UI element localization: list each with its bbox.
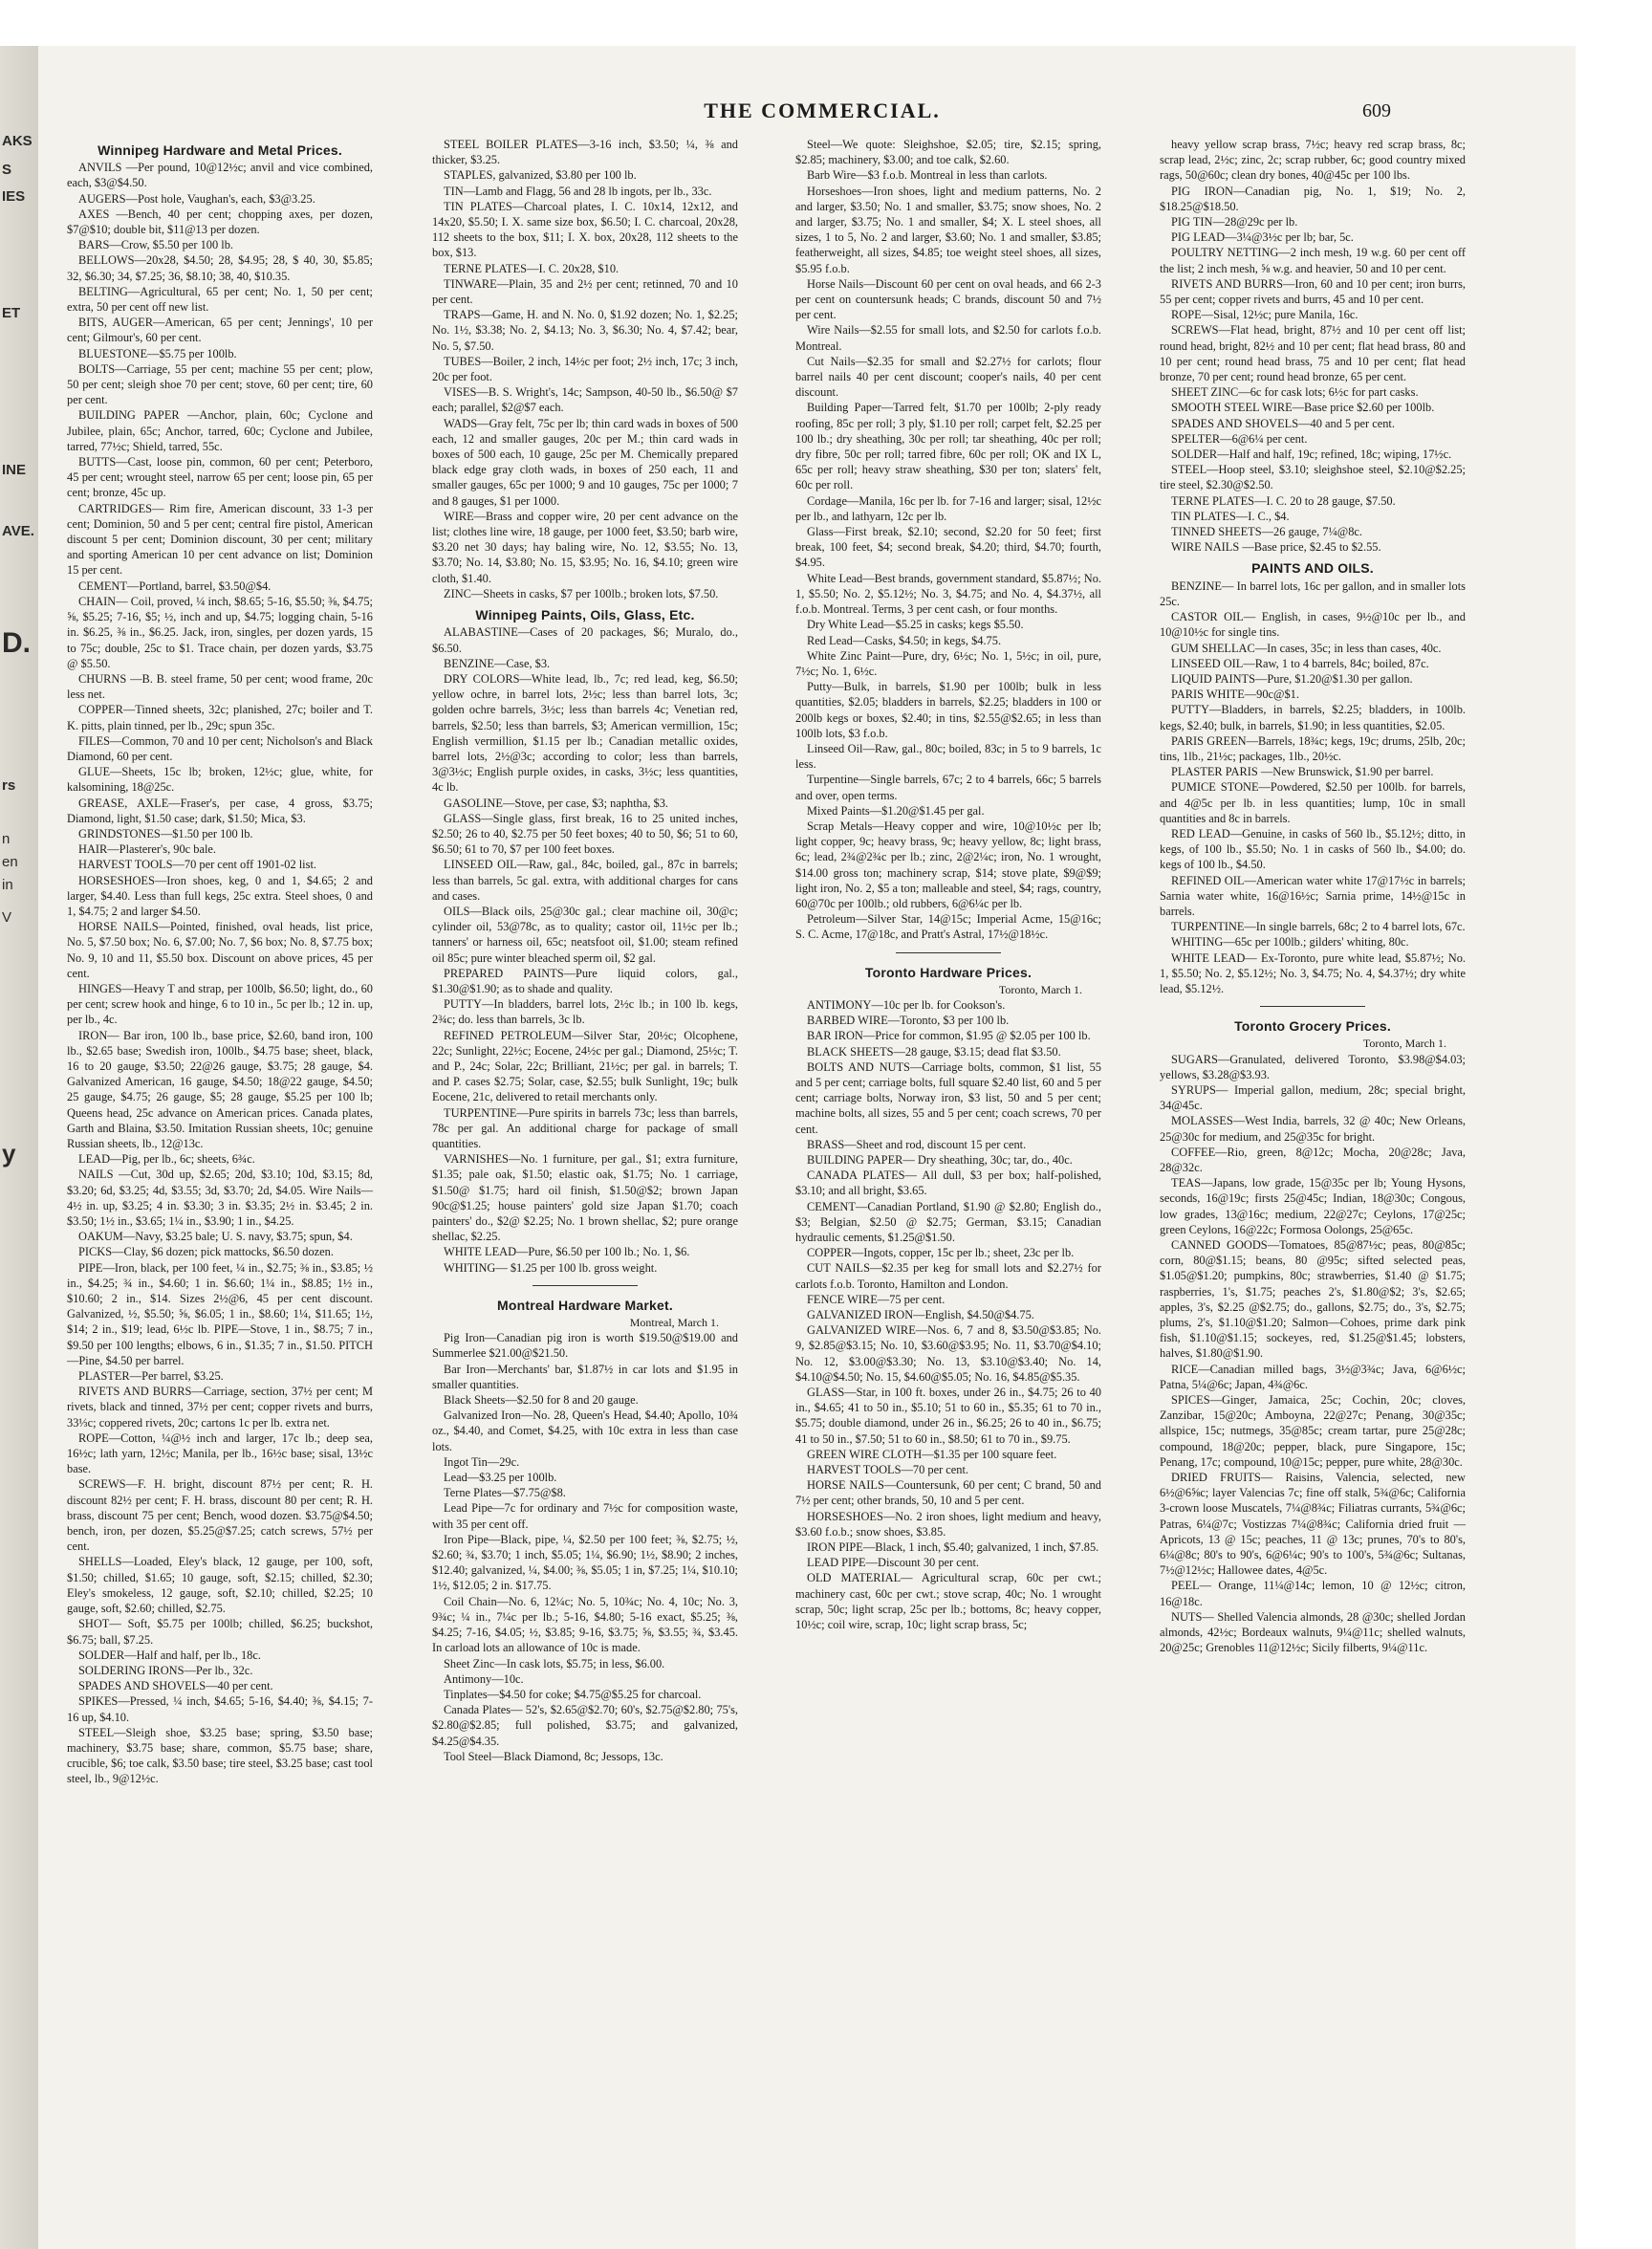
price-entry: SHOT— Soft, $5.75 per 100lb; chilled, $6.25; buckshot, $6.75; ball, $7.25. xyxy=(67,1617,373,1647)
section-heading: Toronto Grocery Prices. xyxy=(1234,1018,1391,1035)
price-entry: Scrap Metals—Heavy copper and wire, 10@10½c per lb; light copper, 9c; heavy brass, 9c; heavy yellow, 8c; light brass, 6c; lead, 2¾@2¾c per lb.; zinc, 2@2¼c; iron, No. 1 wrought, $14.00 gross ton; machinery scrap, $14; stove plate, $9@$9; light iron, No. 2, $5 a ton; malleable and steel, $4; rags, country, 60@70c per 100lb.; old rubbers, 6@6¼c per lb. xyxy=(795,819,1101,910)
price-entry: TEAS—Japans, low grade, 15@35c per lb; Young Hysons, seconds, 16@19c; firsts 25@45c; Indian, 18@30c; Congous, low grades, 13@16c; medium, 22@27c; Ceylons, 17@25c; green Ceylons, 16@22c; Formosa Oolongs, 25@65c. xyxy=(1160,1176,1466,1236)
price-column-1 xyxy=(67,137,373,2221)
margin-fragment: y xyxy=(2,1139,16,1168)
price-entry: LEAD PIPE—Discount 30 per cent. xyxy=(807,1556,979,1570)
price-entry: Pig Iron—Canadian pig iron is worth $19.50@$19.00 and Summerlee $21.00@$21.50. xyxy=(432,1331,738,1361)
price-entry: SPIKES—Pressed, ¼ inch, $4.65; 5-16, $4.40; ⅜, $4.15; 7-16 up, $4.10. xyxy=(67,1694,373,1724)
price-entry: Tinplates—$4.50 for coke; $4.75@$5.25 for charcoal. xyxy=(444,1687,702,1701)
price-entry: CARTRIDGES— Rim fire, American discount, 33 1-3 per cent; Dominion, 50 and 5 per cent; central fire pistol, American discount 5 per cent; Dominion discount, 30 per cent; military and sporting American 10 per cent advance on list; Dominion 15 per cent. xyxy=(67,501,373,578)
price-entry: VISES—B. S. Wright's, 14c; Sampson, 40-50 lb., $6.50@ $7 each; parallel, $2@$7 each. xyxy=(432,385,738,415)
price-entry: OLD MATERIAL— Agricultural scrap, 60c per cwt.; machinery cast, 60c per cwt.; stove scrap, 40c; No. 1 wrought scrap, 50c; light scrap, 25c per lb.; bottoms, 8c; heavy copper, 10½c; coil wire, scrap, 10c; light scrap brass, 5c; xyxy=(795,1571,1101,1632)
price-entry: SMOOTH STEEL WIRE—Base price $2.60 per 100lb. xyxy=(1171,401,1435,415)
price-entry: DRY COLORS—White lead, lb., 7c; red lead, keg, $6.50; yellow ochre, in barrel lots, 2½c; less than barrel lots, 3c; golden ochre barrels, 3½c; less than barrels 4c; Venetian red, barrels, $2.50; less than barrels, $3; American vermillion, 15c; English vermillion, $1.15 per lb.; Canadian metallic oxides, barrel lots, 2½@3c; according to color; less than barrels, 3@3½c; English purple oxides, in casks, 3½c; less quantities, 4c lb. xyxy=(432,671,738,795)
price-entry: Horse Nails—Discount 60 per cent on oval heads, and 66 2-3 per cent on countersunk heads; C brands, discount 50 and 7½ per cent. xyxy=(795,276,1101,322)
price-entry: SPADES AND SHOVELS—40 per cent. xyxy=(78,1679,273,1693)
price-entry: WHITING— $1.25 per 100 lb. gross weight. xyxy=(444,1260,658,1275)
price-entry: PUTTY—In bladders, barrel lots, 2½c lb.; in 100 lb. kegs, 2¾c; do. less than barrels, 3c lb. xyxy=(432,997,738,1027)
price-entry: PUMICE STONE—Powdered, $2.50 per 100lb. for barrels, and 4@5c per lb. in less quantities; lump, 10c in small quantities and 8c in barrels. xyxy=(1160,780,1466,825)
price-entry: BLACK SHEETS—28 gauge, $3.15; dead flat $3.50. xyxy=(807,1044,1061,1059)
price-entry: BELLOWS—20x28, $4.50; 28, $4.95; 28, $ 40, 30, $5.85; 32, $6.30; 34, $7.25; 36, $8.10; 38, 40, $10.35. xyxy=(67,253,373,283)
price-entry: WHITE LEAD— Ex-Toronto, pure white lead, $5.87½; No. 1, $5.50; No. 2, $5.12½; No. 3, $4.75; No. 4, $4.37½; dry white lead, $5.12½. xyxy=(1160,950,1466,995)
margin-fragment: AVE. xyxy=(2,523,34,539)
price-entry: Petroleum—Silver Star, 14@15c; Imperial Acme, 15@16c; S. C. Acme, 17@18c, and Pratt's Astral, 17½@18½c. xyxy=(795,912,1101,942)
price-entry: SCREWS—F. H. bright, discount 87½ per cent; R. H. discount 82½ per cent; F. H. brass, discount 80 per cent; R. H. brass, discount 75 per cent; Bench, wood dozen. $3.75@$4.50; bench, iron, per dozen, $5.25@$7.25; catch screws, 57½ per cent. xyxy=(67,1477,373,1554)
section-heading: PAINTS AND OILS. xyxy=(1251,560,1374,577)
price-entry: BRASS—Sheet and rod, discount 15 per cent. xyxy=(807,1137,1027,1151)
price-entry: HARVEST TOOLS—70 per cent. xyxy=(807,1463,969,1477)
price-entry: LIQUID PAINTS—Pure, $1.20@$1.30 per gallon. xyxy=(1171,671,1413,686)
price-entry: CEMENT—Portland, barrel, $3.50@$4. xyxy=(78,579,272,593)
section-heading: Winnipeg Hardware and Metal Prices. xyxy=(98,142,342,158)
price-entry: WIRE NAILS —Base price, $2.45 to $2.55. xyxy=(1171,540,1381,555)
price-entry: FENCE WIRE—75 per cent. xyxy=(807,1292,946,1306)
price-entry: Sheet Zinc—In cask lots, $5.75; in less, $6.00. xyxy=(444,1656,665,1670)
price-entry: TURPENTINE—Pure spirits in barrels 73c; less than barrels, 78c per gal. An additional charge for package of small quantities. xyxy=(432,1105,738,1150)
section-heading: Winnipeg Paints, Oils, Glass, Etc. xyxy=(475,607,695,623)
section-divider xyxy=(896,952,1001,953)
price-entry: SPELTER—6@6¼ per cent. xyxy=(1171,431,1308,446)
price-entry: PIPE—Iron, black, per 100 feet, ¼ in., $2.75; ⅜ in., $3.85; ½ in., $4.25; ¾ in., $4.60; 1 in. $6.60; 1¼ in., $8.85; 1½ in., $10.60; 2 in., $14. Sizes 2½@6, 45 per cent discount. Galvanized, ½, $5.50; ⅝, $6.05; 1 in., $8.60; 1¼, $11.65; 1½, $14; 2 in., $19; lead, 6½c lb. PIPE—Stove, 1 in., $8.75; 7 in., $9.50 per 100 lengths; elbows, 6 in., $1.35; 7 in., $1.50. PITCH—Pine, $4.50 per barrel. xyxy=(67,1260,373,1367)
price-entry: WHITE LEAD—Pure, $6.50 per 100 lb.; No. 1, $6. xyxy=(444,1245,690,1259)
price-entry: FILES—Common, 70 and 10 per cent; Nicholson's and Black Diamond, 60 per cent. xyxy=(67,733,373,763)
price-entry: Cut Nails—$2.35 for small and $2.27½ for carlots; flour barrel nails 40 per cent discount; cooper's nails, 40 per cent discount. xyxy=(795,354,1101,400)
price-entry: Glass—First break, $2.10; second, $2.20 for 50 feet; first break, 100 feet, $4; second break, $4.20; third, $4.70; fourth, $4.95. xyxy=(795,525,1101,570)
price-entry: SPADES AND SHOVELS—40 and 5 per cent. xyxy=(1171,416,1395,430)
newspaper-page xyxy=(38,46,1576,2249)
price-entry: BARBED WIRE—Toronto, $3 per 100 lb. xyxy=(807,1014,1010,1028)
price-entry: PIG LEAD—3¼@3½c per lb; bar, 5c. xyxy=(1171,230,1354,245)
price-entry: SUGARS—Granulated, delivered Toronto, $3.98@$4.03; yellows, $3.28@$3.93. xyxy=(1160,1052,1466,1081)
price-entry: RICE—Canadian milled bags, 3½@3¾c; Java, 6@6½c; Patna, 5¼@6c; Japan, 4¾@6c. xyxy=(1160,1362,1466,1391)
price-entry: BUTTS—Cast, loose pin, common, 60 per cent; Peterboro, 45 per cent; wrought steel, narrow 65 per cent; loose pin, 65 per cent; bronze, 45c up. xyxy=(67,455,373,500)
price-entry: BUILDING PAPER— Dry sheathing, 30c; tar, do., 40c. xyxy=(807,1153,1073,1167)
price-entry: BUILDING PAPER —Anchor, plain, 60c; Cyclone and Jubilee, plain, 65c; Anchor, tarred, 60c; Cyclone and Jubilee, tarred, 77½c; Shield, tarred, 55c. xyxy=(67,408,373,453)
price-entry: ROPE—Sisal, 12½c; pure Manila, 16c. xyxy=(1171,308,1359,322)
price-entry: Building Paper—Tarred felt, $1.70 per 100lb; 2-ply ready roofing, 85c per roll; 3 ply, $1.10 per roll; carpet felt, $2.25 per 100 lb.; dry sheathing, 30c per roll; tar sheathing, 40c per roll; dry fibre, 50c per roll; tarred fibre, 60c per roll; OK and IX L, 65c per roll; heavy straw sheathing, $30 per ton; slaters' felt, 60c per roll. xyxy=(795,401,1101,492)
price-entry: TIN—Lamb and Flagg, 56 and 28 lb ingots, per lb., 33c. xyxy=(444,184,712,198)
price-entry: TURPENTINE—In single barrels, 68c; 2 to 4 barrel lots, 67c. xyxy=(1171,920,1466,934)
price-entry: SOLDER—Half and half, 19c; refined, 18c; wiping, 17½c. xyxy=(1171,448,1452,462)
price-entry: Antimony—10c. xyxy=(444,1671,524,1686)
running-head: THE COMMERCIAL. xyxy=(704,98,941,122)
price-entry: Canada Plates— 52's, $2.65@$2.70; 60's, $2.75@$2.80; 75's, $2.80@$2.85; full polished, $3.75; and galvanized, $4.25@$4.35. xyxy=(432,1703,738,1748)
price-entry: PARIS WHITE—90c@$1. xyxy=(1171,688,1299,702)
price-entry: GUM SHELLAC—In cases, 35c; in less than cases, 40c. xyxy=(1171,641,1442,655)
price-entry: BAR IRON—Price for common, $1.95 @ $2.05 per 100 lb. xyxy=(807,1029,1091,1043)
margin-fragment: IES xyxy=(2,188,26,205)
page-binding-strip xyxy=(0,46,40,2249)
margin-fragment: rs xyxy=(2,777,16,794)
page-number: 609 xyxy=(1362,100,1391,121)
price-entry: SCREWS—Flat head, bright, 87½ and 10 per cent off list; round head, bright, 82½ and 10 per cent; flat head brass, 80 and 10 per cent; round head brass, 75 and 10 per cent; flat head bronze, 70 per cent; round head bronze, 65 per cent. xyxy=(1160,323,1466,384)
price-entry: Cordage—Manila, 16c per lb. for 7-16 and larger; sisal, 12½c per lb., and lathyarn, 12c per lb. xyxy=(795,493,1101,523)
price-entry: PUTTY—Bladders, in barrels, $2.25; bladders, in 100lb. kegs, $2.40; bulk, in barrels, $1.90; in less quantities, $2.05. xyxy=(1160,703,1466,732)
price-entry: Barb Wire—$3 f.o.b. Montreal in less than carlots. xyxy=(807,168,1048,183)
price-entry: TERNE PLATES—I. C. 20x28, $10. xyxy=(444,261,620,275)
price-entry: ANVILS —Per pound, 10@12½c; anvil and vice combined, each, $3@$4.50. xyxy=(67,161,373,190)
price-entry: CHURNS —B. B. steel frame, 50 per cent; wood frame, 20c less net. xyxy=(67,671,373,702)
price-entry: AUGERS—Post hole, Vaughan's, each, $3@3.25. xyxy=(78,191,315,206)
price-entry: REFINED PETROLEUM—Silver Star, 20½c; Olcophene, 22c; Sunlight, 22½c; Eocene, 24½c per gal.; Diamond, 25½c; T. and P., 24c; Solar, 22c; Brilliant, 21½c; per gal. in barrels; T. and P. cases $2.75; Solar, case, $2.55; bulk Sunlight, 19c; bulk Eocene, 21c, delivered to retail merchants only. xyxy=(432,1028,738,1104)
price-entry: Red Lead—Casks, $4.50; in kegs, $4.75. xyxy=(807,633,1002,647)
price-column-3 xyxy=(795,137,1101,2221)
price-entry: LINSEED OIL—Raw, 1 to 4 barrels, 84c; boiled, 87c. xyxy=(1171,656,1429,670)
price-entry: OAKUM—Navy, $3.25 bale; U. S. navy, $3.75; spun, $4. xyxy=(78,1230,353,1244)
price-entry: PARIS GREEN—Barrels, 18¾c; kegs, 19c; drums, 25lb, 20c; tins, 1lb., 21½c; packages, 1lb., 20½c. xyxy=(1160,733,1466,763)
price-entry: LINSEED OIL—Raw, gal., 84c, boiled, gal., 87c in barrels; less than barrels, 5c gal. extra, with additional charges for cans and cases. xyxy=(432,858,738,903)
price-entry: GLASS—Star, in 100 ft. boxes, under 26 in., $4.75; 26 to 40 in., $4.65; 41 to 50 in., $5.10; 51 to 60 in., $5.35; 61 to 70 in., $5.75; double diamond, under 26 in., $6.25; 26 to 40 in., $6.75; 41 to 50 in., $7.50; 51 to 60 in., $8.50; 61 to 70 in., $9.75. xyxy=(795,1386,1101,1446)
price-entry: SOLDERING IRONS—Per lb., 32c. xyxy=(78,1663,253,1677)
price-entry: ANTIMONY—10c per lb. for Cookson's. xyxy=(807,997,1006,1012)
price-entry: TINWARE—Plain, 35 and 2½ per cent; retinned, 70 and 10 per cent. xyxy=(432,276,738,307)
price-entry: GREASE, AXLE—Fraser's, per case, 4 gross, $3.75; Diamond, light, $1.50 case; dark, $1.50; Mica, $3. xyxy=(67,796,373,825)
price-entry: STAPLES, galvanized, $3.80 per 100 lb. xyxy=(444,168,637,183)
price-entry: CANADA PLATES— All dull, $3 per box; half-polished, $3.10; and all bright, $3.65. xyxy=(795,1168,1101,1198)
price-entry: Putty—Bulk, in barrels, $1.90 per 100lb; bulk in less quantities, $2.05; bladders in barrels, $2.25; bladders in 100 or 200lb kegs or boxes, $2.40; in tins, $2.55@$2.65; in less than 100lb lots, $3 f.o.b. xyxy=(795,680,1101,740)
price-entry: BLUESTONE—$5.75 per 100lb. xyxy=(78,346,237,360)
price-entry: White Zinc Paint—Pure, dry, 6½c; No. 1, 5½c; in oil, pure, 7½c; No. 1, 6½c. xyxy=(795,648,1101,678)
margin-fragment: INE xyxy=(2,462,27,478)
price-entry: Ingot Tin—29c. xyxy=(444,1454,520,1469)
price-entry: SHELLS—Loaded, Eley's black, 12 gauge, per 100, soft, $1.50; chilled, $1.65; 10 gauge, soft, $2.15; chilled, $2.30; Eley's smokeless, 12 gauge, soft, $2.10; chilled, $2.25; 10 gauge, soft, $2.60; chilled, $2.75. xyxy=(67,1555,373,1616)
price-entry: Steel—We quote: Sleighshoe, $2.05; tire, $2.15; spring, $2.85; machinery, $3.00; and toe calk, $2.60. xyxy=(795,138,1101,167)
price-entry: TERNE PLATES—I. C. 20 to 28 gauge, $7.50. xyxy=(1171,493,1396,508)
price-entry: LEAD—Pig, per lb., 6c; sheets, 6¾c. xyxy=(78,1152,255,1167)
price-entry: TUBES—Boiler, 2 inch, 14½c per foot; 2½ inch, 17c; 3 inch, 20c per foot. xyxy=(432,354,738,384)
price-entry: Mixed Paints—$1.20@$1.45 per gal. xyxy=(807,803,985,818)
price-entry: CASTOR OIL— English, in cases, 9½@10c per lb., and 10@10½c for single tins. xyxy=(1160,610,1466,640)
price-entry: TRAPS—Game, H. and N. No. 0, $1.92 dozen; No. 1, $2.25; No. 1½, $3.38; No. 2, $4.13; No. 3, $6.30; No. 4, $7.42; bear, No. 5, $7.50. xyxy=(432,308,738,353)
price-entry: TIN PLATES—Charcoal plates, I. C. 10x14, 12x12, and 14x20, $5.50; I. X. same size box, $6.50; I. C. charcoal, 20x28, 112 sheets to the box, $11; I. X. box, 20x28, 112 sheets to the box, $13. xyxy=(432,199,738,260)
price-entry: White Lead—Best brands, government standard, $5.87½; No. 1, $5.50; No. 2, $5.12½; No. 3, $4.75; and No. 4, $4.37½, all f.o.b. Montreal. Terms, 3 per cent cash, or four months. xyxy=(795,571,1101,617)
price-entry: HORSE NAILS—Pointed, finished, oval heads, list price, No. 5, $7.50 box; No. 6, $7.00; No. 7, $6 box; No. 8, $7.75 box; No. 9, 10 and 11, $5.50 box. Discount on above prices, 45 per cent. xyxy=(67,920,373,980)
price-entry: HORSESHOES—No. 2 iron shoes, light medium and heavy, $3.60 f.o.b.; snow shoes, $3.85. xyxy=(795,1509,1101,1539)
price-entry: SPICES—Ginger, Jamaica, 25c; Cochin, 20c; cloves, Zanzibar, 15@20c; Amboyna, 22@27c; Penang, 30@35c; allspice, 15c; nutmegs, 35@85c; cream tartar, pure 25@28c; compound, 18@20c; pepper, black, pure Singapore, 15c; Penang, 17c; compound, 10@15c; pepper, pure white, 28@30c. xyxy=(1160,1393,1466,1469)
price-entry: HAIR—Plasterer's, 90c bale. xyxy=(78,842,216,857)
margin-fragment: en xyxy=(2,854,18,870)
margin-fragment: n xyxy=(2,831,11,847)
price-entry: Terne Plates—$7.75@$8. xyxy=(444,1486,566,1500)
price-entry: ALABASTINE—Cases of 20 packages, $6; Muralo, do., $6.50. xyxy=(432,625,738,655)
price-entry: CEMENT—Canadian Portland, $1.90 @ $2.80; English do., $3; Belgian, $2.50 @ $2.75; German, $3.15; Canadian hydraulic cements, $1.25@$1.50. xyxy=(795,1199,1101,1245)
price-entry: GRINDSTONES—$1.50 per 100 lb. xyxy=(78,826,253,841)
price-entry: ZINC—Sheets in casks, $7 per 100lb.; broken lots, $7.50. xyxy=(444,586,719,600)
price-entry: SOLDER—Half and half, per lb., 18c. xyxy=(78,1648,261,1662)
price-entry: NAILS —Cut, 30d up, $2.65; 20d, $3.10; 10d, $3.15; 8d, $3.20; 6d, $3.25; 4d, $3.55; 3d, $3.70; 2d, $4.05. Wire Nails—4½ in. up, $3.25; 4 in. $3.30; 3 in. $3.35; 2½ in. $3.45; 2 in. $3.50; 1½ in., $3.65; 1¼ in., $3.90; 1 in., $4.25. xyxy=(67,1168,373,1229)
price-entry: Wire Nails—$2.55 for small lots, and $2.50 for carlots f.o.b. Montreal. xyxy=(795,323,1101,353)
price-entry: Iron Pipe—Black, pipe, ¼, $2.50 per 100 feet; ⅜, $2.75; ½, $2.60; ¾, $3.70; 1 inch, $5.05; 1¼, $6.90; 1½, $8.90; 2 inches, $12.40; galvanized, ¼, $4.00; ⅜, $5.05; 1 in, $7.25; 1¼, $10.10; 1½, $12.05; 2 in. $17.75. xyxy=(432,1532,738,1593)
price-entry: HINGES—Heavy T and strap, per 100lb, $6.50; light, do., 60 per cent; screw hook and hinge, 6 to 10 in., 5c per lb.; 12 in. up, per lb., 4c. xyxy=(67,981,373,1027)
price-entry: PIG IRON—Canadian pig, No. 1, $19; No. 2, $18.25@$18.50. xyxy=(1160,184,1466,213)
margin-fragment: in xyxy=(2,877,13,893)
price-entry: STEEL—Hoop steel, $3.10; sleighshoe steel, $2.10@$2.25; tire steel, $2.30@$2.50. xyxy=(1160,463,1466,492)
price-entry: OILS—Black oils, 25@30c gal.; clear machine oil, 30@c; cylinder oil, 53@78c, as to quality; castor oil, 11½c per lb.; tanners' or harness oil, 65c; neatsfoot oil, $1.00; steam refined oil 85c; pure winter bleached sperm oil, $2 gal. xyxy=(432,904,738,965)
price-entry: CHAIN— Coil, proved, ¼ inch, $8.65; 5-16, $5.50; ⅜, $4.75; ⅝, $5.25; 7-16, $5; ½, inch and up, $4.75; logging chain, 5-16 in. $6.25, ⅜ in., $6.25. Jack, iron, singles, per dozen yards, 15 to 75c; double, 25c to $1. Trace chain, per dozen yards, $3.75 @ $5.50. xyxy=(67,594,373,670)
price-entry: GLASS—Single glass, first break, 16 to 25 united inches, $2.50; 26 to 40, $2.75 per 50 feet boxes; 40 to 50, $6; 51 to 60, $6.50; 61 to 70, $7 per 100 feet boxes. xyxy=(432,811,738,857)
price-entry: IRON— Bar iron, 100 lb., base price, $2.60, band iron, 100 lb., $2.65 base; Swedish iron, 100lb., $4.75 base; sheet, black, 16 to 20 gauge, $3.50; 22@26 gauge, $3.75; 28 gauge, $4. Galvanized American, 16 gauge, $4.50; 18@22 gauge, $4.50; 25 gauge, $4.75; 26 gauge, $5; 28 gauge, $5.25 per 100 lb; Queens head, 25c advance on American prices. Canada plates, Garth and Blaina, $3.50. Imitation Russian sheets, 10c; genuine Russian sheets, lb., 12@13c. xyxy=(67,1028,373,1150)
price-entry: Bar Iron—Merchants' bar, $1.87½ in car lots and $1.95 in smaller quantities. xyxy=(432,1362,738,1391)
price-entry: PLASTER—Per barrel, $3.25. xyxy=(78,1369,224,1384)
price-entry: GALVANIZED WIRE—Nos. 6, 7 and 8, $3.50@$3.85; No. 9, $2.85@$3.15; No. 10, $3.60@$3.95; No. 11, $3.70@$4.10; No. 12, $3.00@$3.30; No. 13, $3.10@$3.40; No. 14, $4.10@$4.50; No. 15, $4.60@$5.05; No. 16, $4.85@$5.35. xyxy=(795,1323,1101,1384)
price-entry: RIVETS AND BURRS—Iron, 60 and 10 per cent; iron burrs, 55 per cent; copper rivets and burrs, 45 and 10 per cent. xyxy=(1160,276,1466,307)
price-entry: Dry White Lead—$5.25 in casks; kegs $5.50. xyxy=(807,618,1024,632)
price-entry: COFFEE—Rio, green, 8@12c; Mocha, 20@28c; Java, 28@32c. xyxy=(1160,1145,1466,1174)
price-entry: BOLTS AND NUTS—Carriage bolts, common, $1 list, 55 and 5 per cent; carriage bolts, full square $2.40 list, 60 and 5 per cent; carriage bolts, Norway iron, $3 list, 50 and 5 per cent; machine bolts, all sizes, 55 and 5 per cent; coach screws, 70 per cent. xyxy=(795,1059,1101,1136)
price-entry: POULTRY NETTING—2 inch mesh, 19 w.g. 60 per cent off the list; 2 inch mesh, ⅝ w.g. and heavier, 50 and 10 per cent. xyxy=(1160,246,1466,275)
price-entry: Linseed Oil—Raw, gal., 80c; boiled, 83c; in 5 to 9 barrels, 1c less. xyxy=(795,741,1101,772)
price-entry: GASOLINE—Stove, per case, $3; naphtha, $3. xyxy=(444,796,669,810)
price-entry: DRIED FRUITS— Raisins, Valencia, selected, new 6½@6⅝c; layer Valencias 7c; fine off stalk, 5¾@6c; California 3-crown loose Muscatels, 7¼@8¾c; Filiatras currants, 5¾@6c; Patras, 6¼@7c; Vostizzas 7¼@8¾c; California dried fruit —Apricots, 13 @ 15c; peaches, 11 @ 13c; prunes, 70's to 80's, 6¼@8c; 80's to 90's, 6@6¼c; 90's to 100's, 5¾@6c; Sultanas, 7½@12½c; Hallowee dates, 4@5c. xyxy=(1160,1471,1466,1578)
section-heading: Toronto Hardware Prices. xyxy=(864,964,1032,980)
price-entry: ROPE—Cotton, ¼@½ inch and larger, 17c lb.; deep sea, 16½c; lath yarn, 12½c; Manila, per lb., 16½c base; sisal, 13½c base. xyxy=(67,1430,373,1476)
price-entry: BELTING—Agricultural, 65 per cent; No. 1, 50 per cent; extra, 50 per cent off new list. xyxy=(67,284,373,315)
price-entry: WIRE—Brass and copper wire, 20 per cent advance on the list; clothes line wire, 18 gauge, per 1000 feet, $3.50; barb wire, $3.20 net 30 days; hay baling wire, No. 12, $3.55; No. 13, $3.70; No. 14, $3.80; No. 15, $3.95; No. 16, $4.10; green wire cloth, $1.40. xyxy=(432,509,738,585)
margin-fragment: ET xyxy=(2,305,21,321)
price-entry: SHEET ZINC—6c for cask lots; 6½c for part casks. xyxy=(1171,385,1419,400)
margin-fragment: V xyxy=(2,909,12,926)
price-entry: PEEL— Orange, 11¼@14c; lemon, 10 @ 12½c; citron, 16@18c. xyxy=(1160,1579,1466,1608)
price-entry: BOLTS—Carriage, 55 per cent; machine 55 per cent; plow, 50 per cent; sleigh shoe 70 per cent; stove, 60 per cent; tire, 60 per cent. xyxy=(67,361,373,407)
price-entry: PIG TIN—28@29c per lb. xyxy=(1171,215,1298,229)
price-entry: PREPARED PAINTS—Pure liquid colors, gal., $1.30@$1.90; as to shade and quality. xyxy=(432,966,738,995)
price-entry: Horseshoes—Iron shoes, light and medium patterns, No. 2 and larger, $3.50; No. 1 and smaller, $3.75; snow shoes, No. 2 and larger, $3.75; No. 1 and smaller, $4; X. L steel shoes, all sizes, 1 to 5, No. 2 and larger, $3.60; No. 1 and smaller, $3.85; featherweight, all sizes, $4.85; toe weight steel shoes, all sizes, $5.95 f.o.b. xyxy=(795,184,1101,275)
price-entry: NUTS— Shelled Valencia almonds, 28 @30c; shelled Jordan almonds, 42½c; Bordeaux walnuts, 9¼@11c; shelled walnuts, 20@25c; Grenobles 11@12½c; Sicily filberts, 9¼@11c. xyxy=(1160,1609,1466,1655)
price-entry: GREEN WIRE CLOTH—$1.35 per 100 square feet. xyxy=(807,1447,1057,1461)
price-entry: HARVEST TOOLS—70 per cent off 1901-02 list. xyxy=(78,858,316,872)
price-entry: STEEL—Sleigh shoe, $3.25 base; spring, $3.50 base; machinery, $3.75 base; share, common, $5.75 base; share, crucible, $6; toe calk, $3.50 base; tire steel, $3.25 base; cast tool steel, lb., 9@12½c. xyxy=(67,1725,373,1786)
price-entry: REFINED OIL—American water white 17@17½c in barrels; Sarnia water white, 16@16½c; Sarnia prime, 14½@15c in barrels. xyxy=(1160,873,1466,918)
price-entry: TIN PLATES—I. C., $4. xyxy=(1171,509,1290,523)
price-entry: COPPER—Tinned sheets, 32c; planished, 27c; boiler and T. K. pitts, plain tinned, per lb., 29c; spun 35c. xyxy=(67,703,373,732)
price-entry: Tool Steel—Black Diamond, 8c; Jessops, 13c. xyxy=(444,1749,663,1763)
section-divider xyxy=(533,1285,638,1286)
price-entry: RED LEAD—Genuine, in casks of 560 lb., $5.12½; ditto, in kegs, of 100 lb., $5.50; No. 1 in casks of 560 lb., $4.00; do. kegs of 100 lb., $4.50. xyxy=(1160,826,1466,872)
price-entry: PICKS—Clay, $6 dozen; pick mattocks, $6.50 dozen. xyxy=(78,1245,334,1259)
price-entry: BITS, AUGER—American, 65 per cent; Jennings', 10 per cent; Gilmour's, 60 per cent. xyxy=(67,316,373,345)
section-heading: Montreal Hardware Market. xyxy=(497,1297,673,1313)
price-entry: Black Sheets—$2.50 for 8 and 20 gauge. xyxy=(444,1393,639,1408)
price-entry: Lead—$3.25 per 100lb. xyxy=(444,1471,557,1485)
margin-fragment: AKS xyxy=(2,133,33,149)
price-entry: GLUE—Sheets, 15c lb; broken, 12½c; glue, white, for kalsomining, 18@25c. xyxy=(67,765,373,795)
price-entry: HORSESHOES—Iron shoes, keg, 0 and 1, $4.65; 2 and larger, $4.40. Less than full kegs, 25c extra. Steel shoes, 0 and 1, $4.75; 2 and larger $4.50. xyxy=(67,873,373,918)
price-entry: IRON PIPE—Black, 1 inch, $5.40; galvanized, 1 inch, $7.85. xyxy=(807,1540,1099,1555)
price-entry: BENZINE— In barrel lots, 16c per gallon, and in smaller lots 25c. xyxy=(1160,579,1466,608)
price-entry: Turpentine—Single barrels, 67c; 2 to 4 barrels, 66c; 5 barrels and over, open terms. xyxy=(795,773,1101,802)
price-entry: BENZINE—Case, $3. xyxy=(444,656,551,670)
price-entry: CUT NAILS—$2.35 per keg for small lots and $2.27½ for carlots f.o.b. Toronto, Hamilton and London. xyxy=(795,1261,1101,1291)
price-entry: SYRUPS— Imperial gallon, medium, 28c; special bright, 34@45c. xyxy=(1160,1082,1466,1113)
price-column-2 xyxy=(432,137,738,2221)
dateline: Toronto, March 1. xyxy=(1362,1037,1446,1051)
dateline: Toronto, March 1. xyxy=(998,982,1082,996)
price-entry: WADS—Gray felt, 75c per lb; thin card wads in boxes of 500 each, 12 and smaller gauges, 20c per M.; thin card wads in boxes of 500 each, 10 gauge, 25c per M. Chemically prepared black edge gray cloth wads, in boxes of 250 each, 11 and smaller gauges, 65c per 1000; 9 and 10 gauges, 75c per 1000; 7 and 8 gauges, $1 per 1000. xyxy=(432,416,738,508)
price-entry: BARS—Crow, $5.50 per 100 lb. xyxy=(78,238,233,252)
price-entry: heavy yellow scrap brass, 7½c; heavy red scrap brass, 8c; scrap lead, 2½c; zinc, 2c; scrap rubber, 6c; good country mixed rags, 50@60c; clean dry bones, 40@45c per 100 lbs. xyxy=(1160,138,1466,183)
price-entry: WHITING—65c per 100lb.; gilders' whiting, 80c. xyxy=(1171,935,1409,950)
price-entry: PLASTER PARIS —New Brunswick, $1.90 per barrel. xyxy=(1171,765,1434,779)
price-entry: AXES —Bench, 40 per cent; chopping axes, per dozen, $7@$10; double bit, $11@13 per dozen. xyxy=(67,207,373,237)
price-entry: TINNED SHEETS—26 gauge, 7¼@8c. xyxy=(1171,525,1362,539)
price-entry: CANNED GOODS—Tomatoes, 85@87½c; peas, 80@85c; corn, 80@$1.15; beans, 80 @95c; sifted selected peas, $1.05@$1.20; pumpkins, 80c; strawberries, $1.40 @ $1.75; raspberries, 1's, $1.75; peaches 2's, $1.80@$2; 3's, $2.65; apples, 3's, $2.25 @$2.75; do., gallons, $2.75; do., 3's, $2.75; plums, 2's, $1.10@$1.20; Salmon—Cohoes, prime dark pink fish, $1.10@$1.15; sockeyes, red, $1.25@$1.45; lobsters, halves, $1.80@$1.90. xyxy=(1160,1238,1466,1361)
price-entry: Coil Chain—No. 6, 12¼c; No. 5, 10¾c; No. 4, 10c; No. 3, 9¾c; ¼ in., 7¼c per lb.; 5-16, $4.80; 5-16 exact, $5.25; ⅜, $4.25; 7-16, $4.05; ½, $3.85; 9-16, $3.75; ⅝, $3.55; ¾, $3.45. In carload lots an allowance of 10c is made. xyxy=(432,1594,738,1655)
price-entry: GALVANIZED IRON—English, $4.50@$4.75. xyxy=(807,1308,1034,1322)
price-entry: MOLASSES—West India, barrels, 32 @ 40c; New Orleans, 25@30c for medium, and 25@35c for bright. xyxy=(1160,1114,1466,1144)
price-entry: COPPER—Ingots, copper, 15c per lb.; sheet, 23c per lb. xyxy=(807,1246,1075,1260)
price-entry: RIVETS AND BURRS—Carriage, section, 37½ per cent; M rivets, black and tinned, 37½ per cent; copper rivets and burrs, 33⅓c; coppered rivets, 20c; cartons 1c per lb. extra net. xyxy=(67,1385,373,1430)
price-entry: VARNISHES—No. 1 furniture, per gal., $1; extra furniture, $1.35; pale oak, $1.50; elastic oak, $1.75; No. 1 carriage, $1.50@ $1.75; hard oil finish, $1.50@$2; brown Japan 90c@$1.25; house painters' gold size Japan $1.70; coach painters' do., $2@ $2.25; No. 1 brown shellac, $2; pure orange shellac, $2.25. xyxy=(432,1152,738,1244)
price-entry: STEEL BOILER PLATES—3-16 inch, $3.50; ¼, ⅜ and thicker, $3.25. xyxy=(432,138,738,167)
margin-fragment: S xyxy=(2,162,12,178)
dateline: Montreal, March 1. xyxy=(629,1316,719,1330)
section-divider xyxy=(1260,1006,1365,1007)
price-entry: HORSE NAILS—Countersunk, 60 per cent; C brand, 50 and 7½ per cent; other brands, 50, 10 and 5 per cent. xyxy=(795,1478,1101,1508)
price-entry: Lead Pipe—7c for ordinary and 7½c for composition waste, with 35 per cent off. xyxy=(432,1501,738,1531)
price-entry: Galvanized Iron—No. 28, Queen's Head, $4.40; Apollo, 10¾ oz., $4.40, and Comet, $4.25, with 10c extra in less than case lots. xyxy=(432,1408,738,1453)
price-column-4 xyxy=(1160,137,1466,2221)
margin-fragment: D. xyxy=(2,627,31,659)
